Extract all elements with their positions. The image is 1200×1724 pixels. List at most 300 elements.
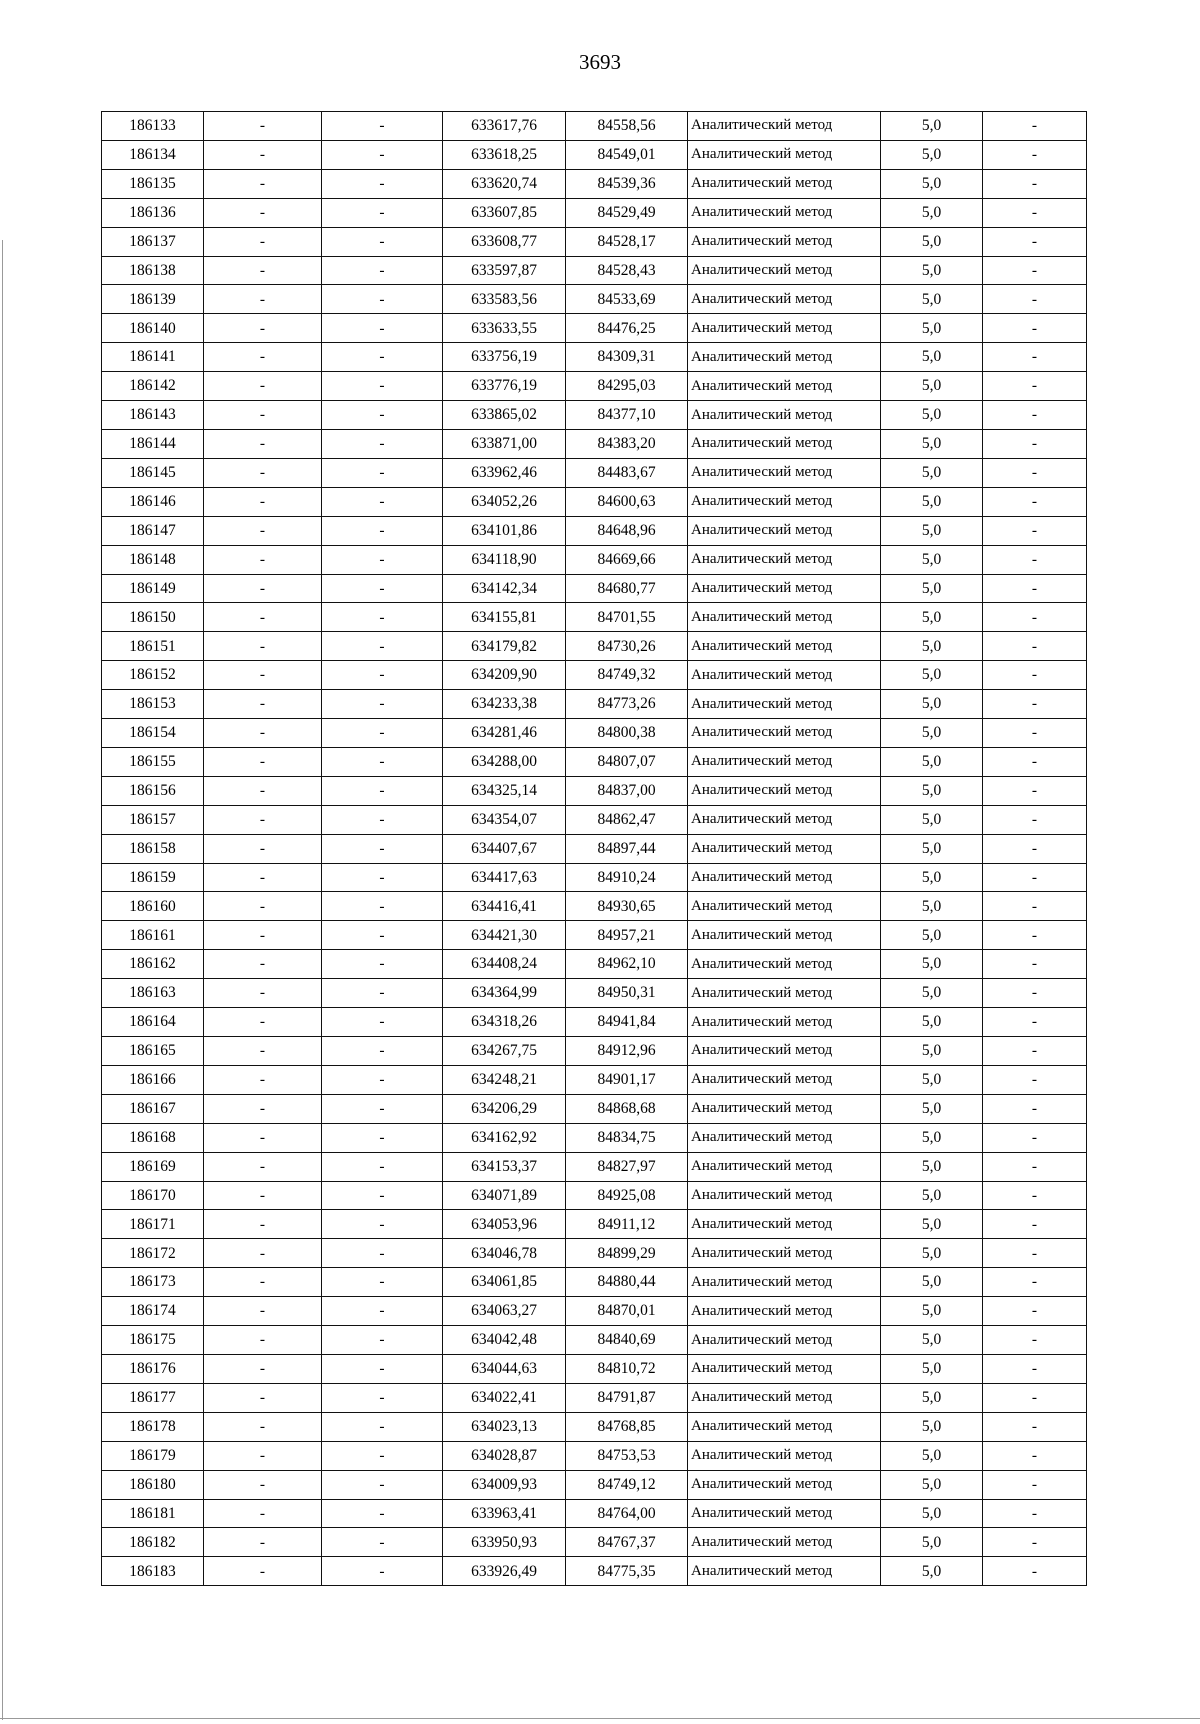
- cell-accuracy: 5,0: [881, 256, 983, 285]
- cell-method: Аналитический метод: [688, 285, 881, 314]
- table-row: [102, 1297, 1087, 1326]
- cell-col8: -: [983, 690, 1087, 719]
- cell-x-coordinate: 634325,14: [443, 776, 566, 805]
- cell-col3: -: [322, 314, 443, 343]
- table-row: [102, 1210, 1087, 1239]
- cell-col3: -: [322, 1123, 443, 1152]
- cell-col3: -: [322, 892, 443, 921]
- cell-col3: -: [322, 401, 443, 430]
- cell-col8: -: [983, 169, 1087, 198]
- cell-accuracy: 5,0: [881, 401, 983, 430]
- cell-x-coordinate: 634281,46: [443, 719, 566, 748]
- cell-method: Аналитический метод: [688, 1499, 881, 1528]
- cell-accuracy: 5,0: [881, 574, 983, 603]
- cell-accuracy: 5,0: [881, 1094, 983, 1123]
- cell-accuracy: 5,0: [881, 1383, 983, 1412]
- cell-method: Аналитический метод: [688, 1008, 881, 1037]
- cell-y-coordinate: 84600,63: [566, 487, 688, 516]
- cell-point-id: 186135: [102, 169, 204, 198]
- cell-col8: -: [983, 921, 1087, 950]
- cell-accuracy: 5,0: [881, 603, 983, 632]
- cell-col8: -: [983, 747, 1087, 776]
- cell-x-coordinate: 634142,34: [443, 574, 566, 603]
- cell-col2: -: [204, 1326, 322, 1355]
- cell-col2: -: [204, 256, 322, 285]
- cell-col8: -: [983, 1239, 1087, 1268]
- cell-x-coordinate: 634267,75: [443, 1037, 566, 1066]
- cell-col8: -: [983, 1499, 1087, 1528]
- cell-accuracy: 5,0: [881, 892, 983, 921]
- cell-point-id: 186133: [102, 112, 204, 141]
- cell-y-coordinate: 84862,47: [566, 805, 688, 834]
- cell-accuracy: 5,0: [881, 805, 983, 834]
- cell-x-coordinate: 634044,63: [443, 1354, 566, 1383]
- cell-col2: -: [204, 892, 322, 921]
- cell-accuracy: 5,0: [881, 1557, 983, 1586]
- cell-x-coordinate: 634416,41: [443, 892, 566, 921]
- cell-method: Аналитический метод: [688, 574, 881, 603]
- cell-col3: -: [322, 372, 443, 401]
- cell-y-coordinate: 84773,26: [566, 690, 688, 719]
- cell-col3: -: [322, 1181, 443, 1210]
- cell-x-coordinate: 633950,93: [443, 1528, 566, 1557]
- cell-x-coordinate: 633620,74: [443, 169, 566, 198]
- cell-col3: -: [322, 1065, 443, 1094]
- cell-method: Аналитический метод: [688, 1210, 881, 1239]
- cell-col8: -: [983, 227, 1087, 256]
- cell-y-coordinate: 84957,21: [566, 921, 688, 950]
- cell-point-id: 186176: [102, 1354, 204, 1383]
- cell-method: Аналитический метод: [688, 343, 881, 372]
- cell-method: Аналитический метод: [688, 429, 881, 458]
- cell-col3: -: [322, 458, 443, 487]
- cell-method: Аналитический метод: [688, 1412, 881, 1441]
- cell-x-coordinate: 633618,25: [443, 140, 566, 169]
- cell-col2: -: [204, 776, 322, 805]
- cell-point-id: 186160: [102, 892, 204, 921]
- cell-y-coordinate: 84834,75: [566, 1123, 688, 1152]
- cell-col2: -: [204, 1441, 322, 1470]
- cell-point-id: 186139: [102, 285, 204, 314]
- cell-y-coordinate: 84768,85: [566, 1412, 688, 1441]
- cell-accuracy: 5,0: [881, 372, 983, 401]
- cell-col2: -: [204, 747, 322, 776]
- table-row: [102, 950, 1087, 979]
- cell-col2: -: [204, 1239, 322, 1268]
- cell-col2: -: [204, 979, 322, 1008]
- cell-point-id: 186164: [102, 1008, 204, 1037]
- cell-y-coordinate: 84925,08: [566, 1181, 688, 1210]
- cell-col3: -: [322, 1037, 443, 1066]
- cell-method: Аналитический метод: [688, 169, 881, 198]
- cell-col3: -: [322, 227, 443, 256]
- cell-y-coordinate: 84840,69: [566, 1326, 688, 1355]
- cell-method: Аналитический метод: [688, 632, 881, 661]
- cell-x-coordinate: 634155,81: [443, 603, 566, 632]
- cell-x-coordinate: 634408,24: [443, 950, 566, 979]
- cell-accuracy: 5,0: [881, 1008, 983, 1037]
- table-row: [102, 1152, 1087, 1181]
- cell-x-coordinate: 634162,92: [443, 1123, 566, 1152]
- cell-col8: -: [983, 1297, 1087, 1326]
- cell-y-coordinate: 84807,07: [566, 747, 688, 776]
- cell-y-coordinate: 84377,10: [566, 401, 688, 430]
- cell-col2: -: [204, 1412, 322, 1441]
- cell-col8: -: [983, 979, 1087, 1008]
- cell-col3: -: [322, 198, 443, 227]
- cell-x-coordinate: 634023,13: [443, 1412, 566, 1441]
- cell-point-id: 186156: [102, 776, 204, 805]
- cell-accuracy: 5,0: [881, 487, 983, 516]
- cell-col2: -: [204, 1065, 322, 1094]
- cell-x-coordinate: 633756,19: [443, 343, 566, 372]
- cell-point-id: 186179: [102, 1441, 204, 1470]
- cell-y-coordinate: 84901,17: [566, 1065, 688, 1094]
- cell-accuracy: 5,0: [881, 863, 983, 892]
- table-row: [102, 834, 1087, 863]
- cell-point-id: 186149: [102, 574, 204, 603]
- cell-y-coordinate: 84941,84: [566, 1008, 688, 1037]
- cell-col8: -: [983, 545, 1087, 574]
- cell-col8: -: [983, 1528, 1087, 1557]
- cell-method: Аналитический метод: [688, 227, 881, 256]
- cell-col8: -: [983, 719, 1087, 748]
- cell-method: Аналитический метод: [688, 401, 881, 430]
- cell-x-coordinate: 634063,27: [443, 1297, 566, 1326]
- cell-y-coordinate: 84880,44: [566, 1268, 688, 1297]
- table-row: [102, 661, 1087, 690]
- cell-col3: -: [322, 429, 443, 458]
- page-number: 3693: [579, 50, 621, 74]
- table-row: [102, 1383, 1087, 1412]
- cell-col2: -: [204, 921, 322, 950]
- cell-col3: -: [322, 1152, 443, 1181]
- table-row: [102, 1441, 1087, 1470]
- cell-col8: -: [983, 112, 1087, 141]
- cell-col3: -: [322, 863, 443, 892]
- cell-col8: -: [983, 401, 1087, 430]
- cell-col2: -: [204, 1470, 322, 1499]
- cell-col2: -: [204, 140, 322, 169]
- cell-method: Аналитический метод: [688, 1354, 881, 1383]
- cell-x-coordinate: 634417,63: [443, 863, 566, 892]
- table-row: [102, 1239, 1087, 1268]
- cell-point-id: 186170: [102, 1181, 204, 1210]
- cell-x-coordinate: 634248,21: [443, 1065, 566, 1094]
- cell-col3: -: [322, 487, 443, 516]
- cell-col8: -: [983, 314, 1087, 343]
- cell-col8: -: [983, 1210, 1087, 1239]
- table-row: [102, 1528, 1087, 1557]
- cell-point-id: 186167: [102, 1094, 204, 1123]
- cell-y-coordinate: 84899,29: [566, 1239, 688, 1268]
- cell-col2: -: [204, 1210, 322, 1239]
- table-row: [102, 1123, 1087, 1152]
- cell-col8: -: [983, 256, 1087, 285]
- cell-accuracy: 5,0: [881, 1123, 983, 1152]
- cell-col3: -: [322, 169, 443, 198]
- cell-col8: -: [983, 950, 1087, 979]
- table-row: [102, 632, 1087, 661]
- cell-col2: -: [204, 950, 322, 979]
- cell-y-coordinate: 84791,87: [566, 1383, 688, 1412]
- cell-point-id: 186178: [102, 1412, 204, 1441]
- cell-col8: -: [983, 198, 1087, 227]
- cell-col3: -: [322, 632, 443, 661]
- table-row: [102, 719, 1087, 748]
- cell-accuracy: 5,0: [881, 921, 983, 950]
- cell-method: Аналитический метод: [688, 1557, 881, 1586]
- cell-method: Аналитический метод: [688, 1383, 881, 1412]
- cell-x-coordinate: 633597,87: [443, 256, 566, 285]
- cell-col3: -: [322, 1441, 443, 1470]
- cell-x-coordinate: 634209,90: [443, 661, 566, 690]
- cell-col3: -: [322, 834, 443, 863]
- cell-x-coordinate: 634046,78: [443, 1239, 566, 1268]
- table-row: [102, 805, 1087, 834]
- cell-method: Аналитический метод: [688, 834, 881, 863]
- cell-x-coordinate: 634009,93: [443, 1470, 566, 1499]
- cell-x-coordinate: 634118,90: [443, 545, 566, 574]
- cell-point-id: 186174: [102, 1297, 204, 1326]
- cell-col8: -: [983, 805, 1087, 834]
- cell-y-coordinate: 84912,96: [566, 1037, 688, 1066]
- cell-accuracy: 5,0: [881, 458, 983, 487]
- cell-x-coordinate: 634288,00: [443, 747, 566, 776]
- cell-col2: -: [204, 343, 322, 372]
- table-row: [102, 574, 1087, 603]
- cell-point-id: 186183: [102, 1557, 204, 1586]
- table-row: [102, 545, 1087, 574]
- cell-accuracy: 5,0: [881, 140, 983, 169]
- cell-col8: -: [983, 834, 1087, 863]
- table-row: [102, 401, 1087, 430]
- table-row: [102, 516, 1087, 545]
- cell-x-coordinate: 634354,07: [443, 805, 566, 834]
- cell-accuracy: 5,0: [881, 834, 983, 863]
- cell-col8: -: [983, 1470, 1087, 1499]
- cell-y-coordinate: 84775,35: [566, 1557, 688, 1586]
- cell-point-id: 186140: [102, 314, 204, 343]
- cell-y-coordinate: 84911,12: [566, 1210, 688, 1239]
- cell-col8: -: [983, 661, 1087, 690]
- cell-point-id: 186141: [102, 343, 204, 372]
- cell-y-coordinate: 84680,77: [566, 574, 688, 603]
- cell-col2: -: [204, 112, 322, 141]
- table-row: [102, 140, 1087, 169]
- cell-col3: -: [322, 1354, 443, 1383]
- cell-y-coordinate: 84837,00: [566, 776, 688, 805]
- cell-method: Аналитический метод: [688, 661, 881, 690]
- cell-col3: -: [322, 140, 443, 169]
- cell-col3: -: [322, 1470, 443, 1499]
- cell-col3: -: [322, 516, 443, 545]
- cell-accuracy: 5,0: [881, 661, 983, 690]
- cell-col3: -: [322, 747, 443, 776]
- cell-point-id: 186134: [102, 140, 204, 169]
- cell-y-coordinate: 84897,44: [566, 834, 688, 863]
- cell-col2: -: [204, 429, 322, 458]
- table-row: [102, 776, 1087, 805]
- cell-col8: -: [983, 1065, 1087, 1094]
- cell-point-id: 186150: [102, 603, 204, 632]
- cell-col2: -: [204, 1152, 322, 1181]
- cell-accuracy: 5,0: [881, 690, 983, 719]
- cell-point-id: 186142: [102, 372, 204, 401]
- cell-accuracy: 5,0: [881, 1181, 983, 1210]
- cell-accuracy: 5,0: [881, 979, 983, 1008]
- cell-point-id: 186168: [102, 1123, 204, 1152]
- table-row: [102, 1065, 1087, 1094]
- cell-x-coordinate: 634042,48: [443, 1326, 566, 1355]
- cell-col3: -: [322, 1326, 443, 1355]
- cell-col2: -: [204, 632, 322, 661]
- cell-accuracy: 5,0: [881, 1037, 983, 1066]
- cell-x-coordinate: 633583,56: [443, 285, 566, 314]
- cell-accuracy: 5,0: [881, 1499, 983, 1528]
- cell-y-coordinate: 84910,24: [566, 863, 688, 892]
- cell-point-id: 186177: [102, 1383, 204, 1412]
- cell-y-coordinate: 84930,65: [566, 892, 688, 921]
- cell-accuracy: 5,0: [881, 747, 983, 776]
- cell-col8: -: [983, 1326, 1087, 1355]
- cell-accuracy: 5,0: [881, 1152, 983, 1181]
- cell-accuracy: 5,0: [881, 169, 983, 198]
- cell-col2: -: [204, 516, 322, 545]
- cell-x-coordinate: 633633,55: [443, 314, 566, 343]
- table-body: [102, 112, 1087, 1586]
- cell-col3: -: [322, 1008, 443, 1037]
- cell-point-id: 186144: [102, 429, 204, 458]
- cell-method: Аналитический метод: [688, 805, 881, 834]
- cell-col8: -: [983, 1181, 1087, 1210]
- cell-col3: -: [322, 950, 443, 979]
- cell-col2: -: [204, 227, 322, 256]
- cell-method: Аналитический метод: [688, 198, 881, 227]
- cell-col8: -: [983, 574, 1087, 603]
- cell-method: Аналитический метод: [688, 1239, 881, 1268]
- table-row: [102, 1499, 1087, 1528]
- cell-col3: -: [322, 921, 443, 950]
- cell-method: Аналитический метод: [688, 719, 881, 748]
- cell-y-coordinate: 84962,10: [566, 950, 688, 979]
- cell-accuracy: 5,0: [881, 198, 983, 227]
- table-row: [102, 458, 1087, 487]
- cell-x-coordinate: 634233,38: [443, 690, 566, 719]
- cell-y-coordinate: 84749,32: [566, 661, 688, 690]
- cell-point-id: 186158: [102, 834, 204, 863]
- table-row: [102, 1326, 1087, 1355]
- cell-col8: -: [983, 1123, 1087, 1152]
- cell-point-id: 186162: [102, 950, 204, 979]
- cell-x-coordinate: 634407,67: [443, 834, 566, 863]
- cell-method: Аналитический метод: [688, 458, 881, 487]
- table-row: [102, 921, 1087, 950]
- cell-col3: -: [322, 1239, 443, 1268]
- scan-edge-left: [2, 240, 3, 1720]
- cell-col8: -: [983, 603, 1087, 632]
- cell-col8: -: [983, 632, 1087, 661]
- cell-accuracy: 5,0: [881, 1268, 983, 1297]
- table-row: [102, 1470, 1087, 1499]
- cell-point-id: 186169: [102, 1152, 204, 1181]
- cell-x-coordinate: 633776,19: [443, 372, 566, 401]
- cell-x-coordinate: 634179,82: [443, 632, 566, 661]
- cell-col2: -: [204, 372, 322, 401]
- cell-accuracy: 5,0: [881, 1326, 983, 1355]
- cell-method: Аналитический метод: [688, 979, 881, 1008]
- cell-accuracy: 5,0: [881, 950, 983, 979]
- cell-method: Аналитический метод: [688, 372, 881, 401]
- table-row: [102, 227, 1087, 256]
- cell-method: Аналитический метод: [688, 950, 881, 979]
- cell-point-id: 186147: [102, 516, 204, 545]
- cell-col8: -: [983, 1152, 1087, 1181]
- cell-x-coordinate: 634421,30: [443, 921, 566, 950]
- cell-point-id: 186154: [102, 719, 204, 748]
- cell-y-coordinate: 84767,37: [566, 1528, 688, 1557]
- cell-method: Аналитический метод: [688, 1528, 881, 1557]
- cell-col2: -: [204, 719, 322, 748]
- cell-x-coordinate: 633865,02: [443, 401, 566, 430]
- cell-accuracy: 5,0: [881, 719, 983, 748]
- table-row: [102, 1412, 1087, 1441]
- cell-y-coordinate: 84701,55: [566, 603, 688, 632]
- cell-col2: -: [204, 198, 322, 227]
- cell-col3: -: [322, 574, 443, 603]
- coordinates-table: [101, 111, 1087, 1586]
- cell-y-coordinate: 84749,12: [566, 1470, 688, 1499]
- cell-method: Аналитический метод: [688, 1037, 881, 1066]
- cell-accuracy: 5,0: [881, 1065, 983, 1094]
- cell-accuracy: 5,0: [881, 314, 983, 343]
- cell-x-coordinate: 634053,96: [443, 1210, 566, 1239]
- cell-point-id: 186181: [102, 1499, 204, 1528]
- cell-y-coordinate: 84476,25: [566, 314, 688, 343]
- table-row: [102, 1354, 1087, 1383]
- cell-col8: -: [983, 487, 1087, 516]
- cell-point-id: 186145: [102, 458, 204, 487]
- cell-col8: -: [983, 1008, 1087, 1037]
- cell-method: Аналитический метод: [688, 690, 881, 719]
- cell-col3: -: [322, 1383, 443, 1412]
- cell-y-coordinate: 84533,69: [566, 285, 688, 314]
- cell-point-id: 186143: [102, 401, 204, 430]
- cell-method: Аналитический метод: [688, 314, 881, 343]
- cell-col3: -: [322, 661, 443, 690]
- cell-col8: -: [983, 1441, 1087, 1470]
- cell-point-id: 186146: [102, 487, 204, 516]
- cell-method: Аналитический метод: [688, 1065, 881, 1094]
- table-row: [102, 863, 1087, 892]
- cell-point-id: 186173: [102, 1268, 204, 1297]
- cell-col3: -: [322, 285, 443, 314]
- cell-y-coordinate: 84539,36: [566, 169, 688, 198]
- table-row: [102, 198, 1087, 227]
- cell-accuracy: 5,0: [881, 632, 983, 661]
- table-row: [102, 169, 1087, 198]
- table-row: [102, 1094, 1087, 1123]
- cell-y-coordinate: 84528,17: [566, 227, 688, 256]
- cell-accuracy: 5,0: [881, 1441, 983, 1470]
- cell-accuracy: 5,0: [881, 1354, 983, 1383]
- cell-method: Аналитический метод: [688, 1470, 881, 1499]
- cell-x-coordinate: 634206,29: [443, 1094, 566, 1123]
- cell-accuracy: 5,0: [881, 1210, 983, 1239]
- cell-col8: -: [983, 372, 1087, 401]
- cell-method: Аналитический метод: [688, 863, 881, 892]
- cell-col2: -: [204, 545, 322, 574]
